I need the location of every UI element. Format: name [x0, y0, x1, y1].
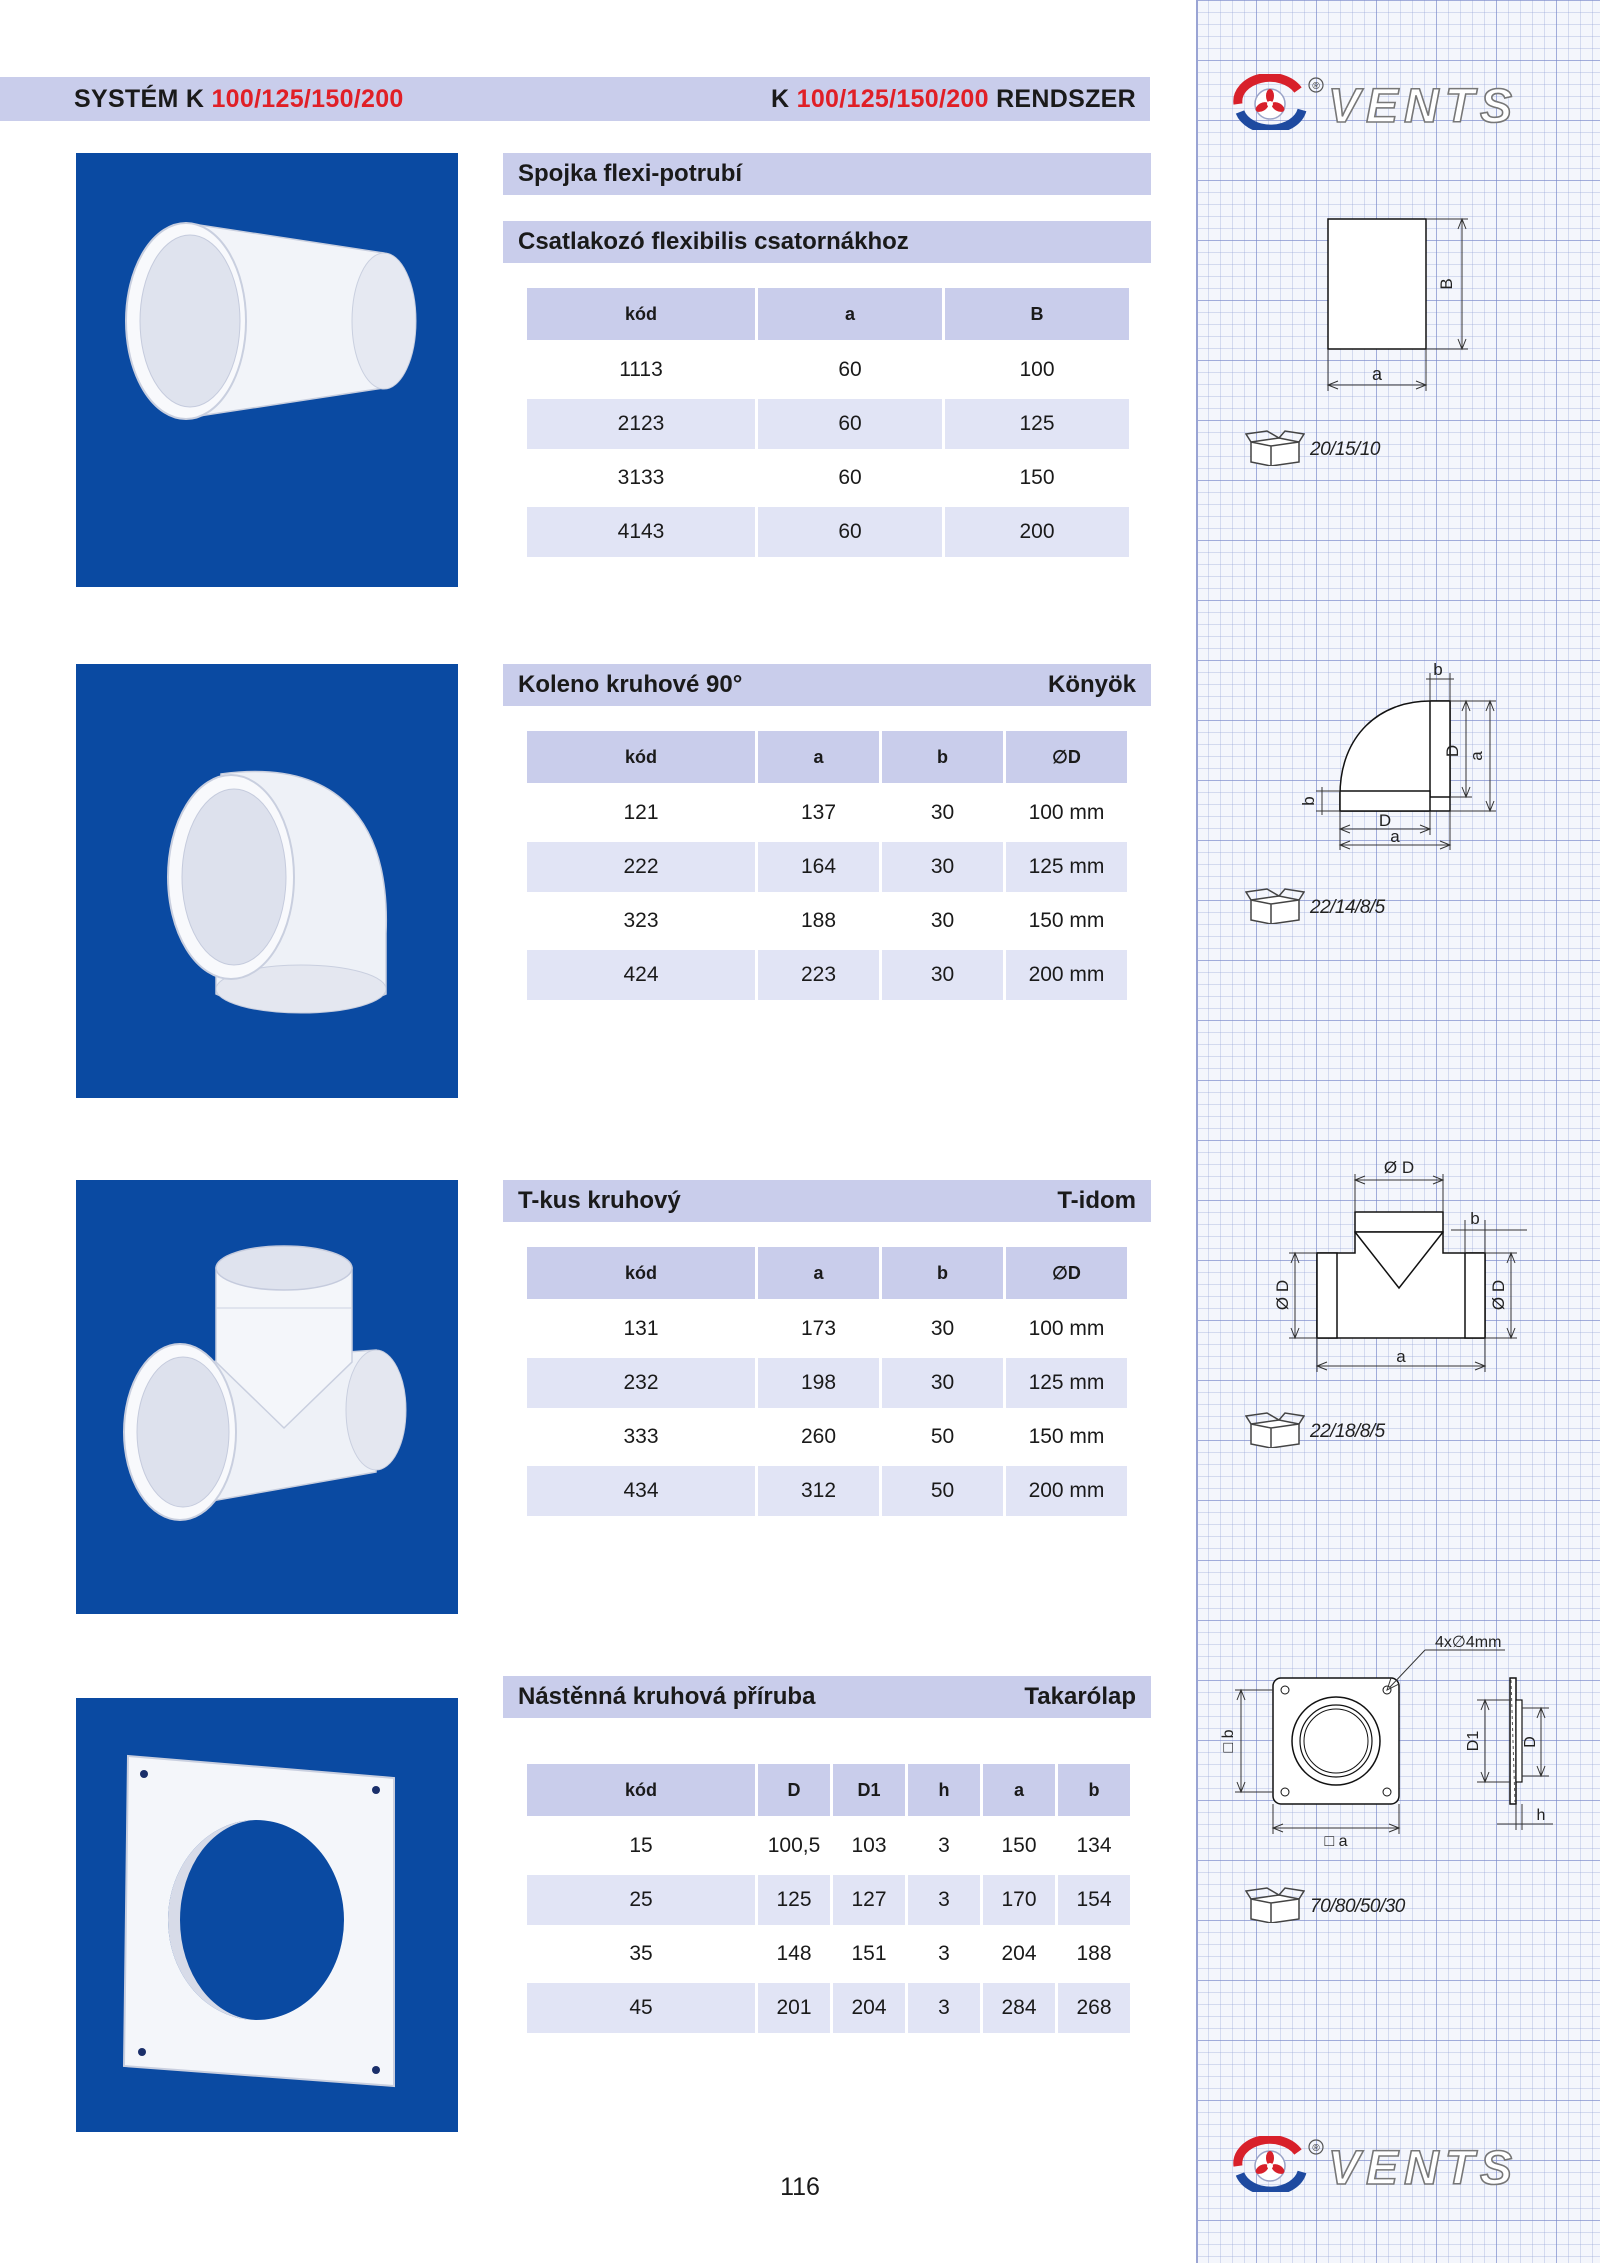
vents-logo-top	[1232, 74, 1564, 130]
column-header: b	[1058, 1764, 1130, 1821]
diagram-tee-piece	[1255, 1150, 1535, 1380]
table-row: 1113 60 100	[527, 345, 1129, 399]
svg-text:®: ®	[1312, 2143, 1320, 2154]
photo-elbow-90	[76, 664, 458, 1098]
carton-box-icon	[1245, 886, 1305, 924]
column-header: D1	[833, 1764, 905, 1821]
table-row: 323 188 30 150 mm	[527, 896, 1127, 950]
table-row: 424 223 30 200 mm	[527, 950, 1127, 1004]
table-row: 222 164 30 125 mm	[527, 842, 1127, 896]
svg-text:Ø D: Ø D	[1273, 1279, 1292, 1311]
svg-text:a: a	[1371, 364, 1383, 384]
column-header: ∅D	[1006, 1247, 1127, 1304]
header-right-title: K 100/125/150/200 RENDSZER	[771, 85, 1136, 113]
column-header: B	[945, 288, 1129, 345]
header-left-title: SYSTÉM K 100/125/150/200	[74, 85, 404, 113]
svg-text:D: D	[1378, 811, 1392, 830]
packaging-info: 70/80/50/30	[1310, 1896, 1405, 1917]
table-row: 333 260 50 150 mm	[527, 1412, 1127, 1466]
spec-table-wall-flange	[524, 1764, 1133, 2037]
column-header: a	[758, 731, 879, 788]
diagram-wall-flange	[1215, 1630, 1555, 1860]
table-row: 45 201 204 3 284 268	[527, 1983, 1130, 2037]
table-row: 15 100,5 103 3 150 134	[527, 1821, 1130, 1875]
svg-text:h: h	[1536, 1807, 1546, 1824]
svg-text:®: ®	[1312, 81, 1320, 92]
column-header: D	[758, 1764, 830, 1821]
column-header: a	[758, 288, 942, 345]
product-title-bar-cz: Spojka flexi-potrubí	[503, 153, 1151, 195]
table-row: 4143 60 200	[527, 507, 1129, 561]
svg-text:Ø D: Ø D	[1383, 1158, 1415, 1177]
photo-flex-connector	[76, 153, 458, 587]
table-row: 121 137 30 100 mm	[527, 788, 1127, 842]
svg-text:D: D	[1443, 744, 1462, 758]
table-row: 232 198 30 125 mm	[527, 1358, 1127, 1412]
spec-table-flex-connector	[524, 288, 1132, 561]
product-title-bar: T-kus kruhový T-idom	[503, 1180, 1151, 1222]
packaging-info: 22/14/8/5	[1310, 897, 1385, 918]
carton-box-icon	[1245, 428, 1305, 466]
svg-text:B: B	[1437, 278, 1456, 290]
column-header: kód	[527, 731, 755, 788]
page-number: 116	[780, 2173, 820, 2201]
packaging-info: 22/18/8/5	[1310, 1421, 1385, 1442]
carton-box-icon	[1245, 1410, 1305, 1448]
svg-text:a: a	[1396, 1347, 1406, 1366]
column-header: b	[882, 731, 1003, 788]
column-header: a	[758, 1247, 879, 1304]
photo-wall-flange	[76, 1698, 458, 2132]
packaging-info: 20/15/10	[1310, 439, 1380, 460]
column-header: kód	[527, 288, 755, 345]
table-row: 35 148 151 3 204 188	[527, 1929, 1130, 1983]
diagram-flex-connector	[1300, 205, 1480, 395]
table-row: 131 173 30 100 mm	[527, 1304, 1127, 1358]
photo-tee-piece	[76, 1180, 458, 1614]
table-row: 25 125 127 3 170 154	[527, 1875, 1130, 1929]
product-title-bar: Nástěnná kruhová příruba Takarólap	[503, 1676, 1151, 1718]
product-title-bar: Koleno kruhové 90° Könyök	[503, 664, 1151, 706]
column-header: b	[882, 1247, 1003, 1304]
svg-text:D1: D1	[1465, 1730, 1482, 1752]
column-header: ∅D	[1006, 731, 1127, 788]
svg-text:□ a: □ a	[1324, 1833, 1348, 1850]
product-title-bar-hu: Csatlakozó flexibilis csatornákhoz	[503, 221, 1151, 263]
svg-text:b: b	[1299, 796, 1318, 806]
svg-text:4x∅4mm: 4x∅4mm	[1435, 1634, 1502, 1651]
spec-table-tee-piece	[524, 1247, 1130, 1520]
column-header: kód	[527, 1247, 755, 1304]
svg-text:a: a	[1467, 751, 1486, 761]
table-row: 434 312 50 200 mm	[527, 1466, 1127, 1520]
svg-text:VENTS: VENTS	[1328, 2142, 1519, 2192]
column-header: a	[983, 1764, 1055, 1821]
svg-text:a: a	[1390, 827, 1400, 846]
diagram-elbow-90	[1290, 655, 1510, 855]
table-row: 2123 60 125	[527, 399, 1129, 453]
svg-text:b: b	[1433, 660, 1443, 679]
column-header: kód	[527, 1764, 755, 1821]
svg-text:Ø D: Ø D	[1489, 1279, 1508, 1311]
svg-text:□ b: □ b	[1220, 1729, 1237, 1753]
carton-box-icon	[1245, 1885, 1305, 1923]
spec-table-elbow-90	[524, 731, 1130, 1004]
header-bar	[0, 77, 1150, 121]
table-row: 3133 60 150	[527, 453, 1129, 507]
svg-text:D: D	[1522, 1736, 1539, 1748]
svg-text:b: b	[1470, 1209, 1480, 1228]
svg-text:VENTS: VENTS	[1328, 80, 1519, 130]
column-header: h	[908, 1764, 980, 1821]
